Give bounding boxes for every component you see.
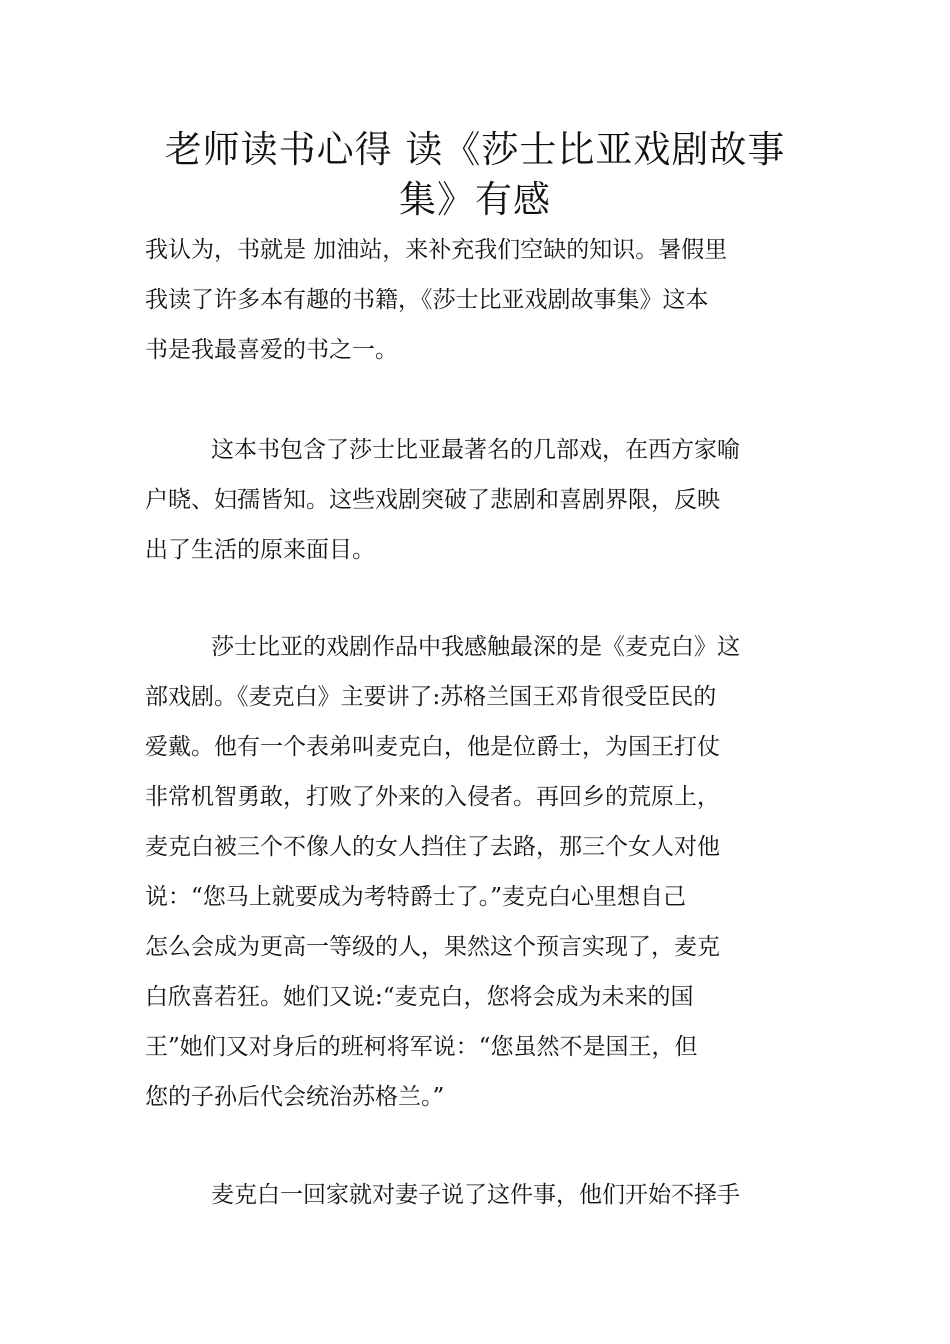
- paragraph-line: 王”她们又对身后的班柯将军说：“您虽然不是国王，但: [145, 1034, 698, 1060]
- paragraph-line: 麦克白被三个不像人的女人挡住了去路，那三个女人对他: [145, 834, 720, 860]
- paragraph-line: 非常机智勇敢，打败了外来的入侵者。再回乡的荒原上，: [145, 784, 720, 810]
- paragraph-continuation: [145, 1170, 810, 1220]
- paragraph-line: 您的子孙后代会统治苏格兰。”: [145, 1084, 445, 1110]
- paragraph-intro: [145, 225, 810, 375]
- paragraph-line: 莎士比亚的戏剧作品中我感触最深的是《麦克白》这: [211, 634, 740, 660]
- paragraph-line: 这本书包含了莎士比亚最著名的几部戏，在西方家喻: [211, 437, 740, 463]
- paragraph-line: 户晓、妇孺皆知。这些戏剧突破了悲剧和喜剧界限，反映: [145, 487, 720, 513]
- paragraph-line: 怎么会成为更高一等级的人，果然这个预言实现了，麦克: [145, 934, 720, 960]
- paragraph-line: 我认为，书就是 加油站，来补充我们空缺的知识。暑假里: [145, 237, 728, 263]
- paragraph-line: 麦克白一回家就对妻子说了这件事，他们开始不择手: [211, 1182, 740, 1208]
- paragraph-line: 爱戴。他有一个表弟叫麦克白，他是位爵士，为国王打仗: [145, 734, 720, 760]
- paragraph-line: 部戏剧。《麦克白》主要讲了:苏格兰国王邓肯很受臣民的: [145, 684, 717, 710]
- paragraph-macbeth: [145, 622, 810, 1122]
- paragraph-line: 说：“您马上就要成为考特爵士了。”麦克白心里想自己: [145, 884, 687, 910]
- paragraph-line: 白欣喜若狂。她们又说:“麦克白，您将会成为未来的国: [145, 984, 694, 1010]
- paragraph-line: 书是我最喜爱的书之一。: [145, 337, 398, 363]
- title-line: 老师读书心得 读《莎士比亚戏剧故事: [164, 128, 786, 171]
- paragraph-line: 出了生活的原来面目。: [145, 537, 375, 563]
- title-line: 集》有感: [399, 178, 551, 221]
- paragraph-line: 我读了许多本有趣的书籍，《莎士比亚戏剧故事集》这本: [145, 287, 709, 313]
- document-title: [145, 125, 805, 225]
- paragraph-book-content: [145, 425, 810, 575]
